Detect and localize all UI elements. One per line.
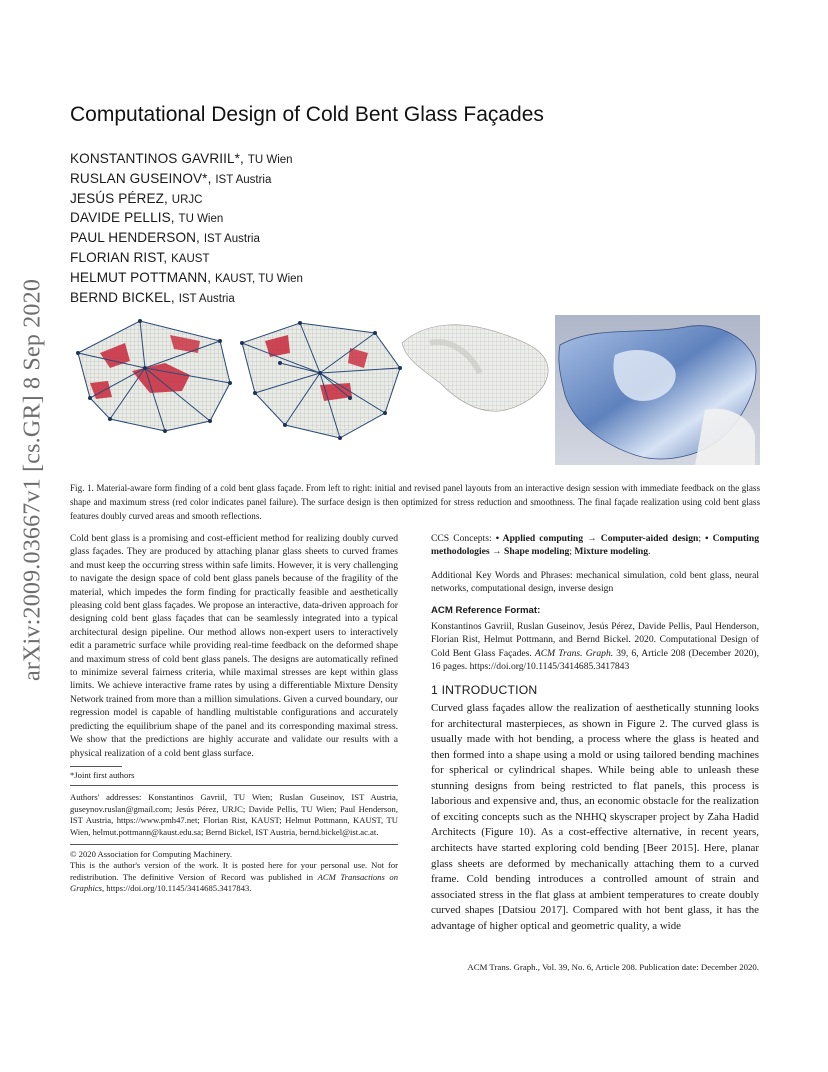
right-column <box>431 532 759 934</box>
addresses-rule <box>70 785 398 786</box>
acm-reference-heading: ACM Reference Format: <box>431 604 541 616</box>
copyright-notice: This is the author's version of the work. It is posted here for your personal use. Not for redistribution. The definitive Version of Record was published in ACM Transactions on Graphics, https://doi.org/10.1145/3414685.3417843. <box>70 860 398 894</box>
introduction-text: Curved glass façades allow the realization of aesthetically stunning looks for architectural masterpieces, as shown in Figure 2. The curved glass is usually made with hot bending, a process where the glass is heated and then formed into a shape using a mold or using tailored bending machines for spherical or cylindrical shapes. While being able to unleash these stunning designs from being restricted to flat panels, this process is laborious and expensive and, thus, an economic obstacle for the realization of exciting concepts such as the NHHQ skyscraper project by Zaha Hadid Architects (Figure 10). As a cost-effective alternative, in recent years, architects have started exploring cold bending [Beer 2015]. Here, planar glass sheets are deformed by mechanically attaching them to a curved frame. Cold bending introduces a controlled amount of strain and associated stress in the flat glass at ambient temperatures to create doubly curved shapes [Datsiou 2017]. Compared with hot bent glass, it has the advantage of higher optical and geometric quality, a wide <box>431 702 759 932</box>
section-heading-introduction: 1 INTRODUCTION <box>431 682 538 697</box>
figure-panel-optimized-surface <box>402 325 548 411</box>
figure-panel-facade-render <box>555 315 760 465</box>
paper-title: Computational Design of Cold Bent Glass Façades <box>70 103 544 126</box>
ccs-concepts: CCS Concepts: • Applied computing → Computer-aided design; • Computing methodologies → Shape modeling; Mixture modeling. <box>431 533 759 558</box>
figure-panel-initial-layout <box>76 319 232 433</box>
joint-first-authors-note: *Joint first authors <box>70 769 135 780</box>
footnote-rule <box>70 766 122 767</box>
author-list <box>70 150 303 308</box>
figure-caption: Fig. 1. Material-aware form finding of a cold bent glass façade. From left to right: initial and revised panel layouts from an interactive design session with immediate feedback on the glass shape and maximum stress (red color indicates panel failure). The surface design is then optimized for stress reduction and smoothness. The final façade realization using cold bent glass features doubly curved areas and smooth reflections. <box>70 483 760 522</box>
left-column <box>70 532 398 895</box>
abstract: Cold bent glass is a promising and cost-efficient method for realizing doubly curved glass façades. They are produced by attaching planar glass sheets to curved frames and must keep the occurring stress within safe limits. However, it is very challenging to navigate the design space of cold bent glass panels because of the fragility of the material, which impedes the form finding for practically feasible and aesthetically pleasing cold bent glass façades. We propose an interactive, data-driven approach for designing cold bent glass façades that can be seamlessly integrated into a typical architectural design pipeline. Our method allows non-expert users to interactively edit a parametric surface while providing real-time feedback on the deformed shape and maximum stress of cold bent glass panels. The designs are automatically refined to minimize several fairness criteria, while maximal stresses are kept within glass limits. We achieve interactive frame rates by using a differentiable Mixture Density Network trained from more than a million simulations. Given a curved boundary, our regression model is capable of handling multistable configurations and accurately predicting the equilibrium shape of the panel and its corresponding maximal stress. We show that the predictions are highly accurate and validate our results with a physical realization of a cold bent glass surface. <box>70 533 398 759</box>
author-entry: FLORIAN RIST, KAUST <box>70 249 210 265</box>
author-entry: PAUL HENDERSON, IST Austria <box>70 230 260 246</box>
page-footer: ACM Trans. Graph., Vol. 39, No. 6, Article 208. Publication date: December 2020. <box>467 962 759 972</box>
acm-reference-text: Konstantinos Gavriil, Ruslan Guseinov, Jesús Pérez, Davide Pellis, Paul Henderson, Florian Rist, Helmut Pottmann, and Bernd Bickel. 2020. Computational Design of Cold Bent Glass Façades. ACM Trans. Graph. 39, 6, Article 208 (December 2020), 16 pages. https://doi.org/10.1145/3414685.3417843 <box>431 621 760 673</box>
author-entry: BERND BICKEL, IST Austria <box>70 289 235 305</box>
authors-addresses: Authors' addresses: Konstantinos Gavriil, TU Wien; Ruslan Guseinov, IST Austria, guseynov.ruslan@gmail.com; Jesús Pérez, URJC; Davide Pellis, TU Wien; Paul Henderson, IST Austria, https://www.pmh47.net; Florian Rist, KAUST; Helmut Pottmann, KAUST, TU Wien, helmut.pottmann@kaust.edu.sa; Bernd Bickel, IST Austria, bernd.bickel@ist.ac.at. <box>70 792 398 837</box>
author-entry: RUSLAN GUSEINOV*, IST Austria <box>70 170 272 186</box>
author-entry: HELMUT POTTMANN, KAUST, TU Wien <box>70 269 303 285</box>
copyright-line: © 2020 Association for Computing Machinery. <box>70 848 233 859</box>
figure-panel-revised-layout <box>240 321 402 440</box>
arxiv-stamp: arXiv:2009.03667v1 [cs.GR] 8 Sep 2020 <box>19 278 46 682</box>
teaser-figure <box>70 313 760 468</box>
author-entry: DAVIDE PELLIS, TU Wien <box>70 210 224 226</box>
copyright-rule <box>70 844 398 845</box>
keywords: Additional Key Words and Phrases: mechanical simulation, cold bent glass, neural networks, computational design, inverse design <box>431 569 759 595</box>
author-entry: KONSTANTINOS GAVRIIL*, TU Wien <box>70 151 293 166</box>
author-entry: JESÚS PÉREZ, URJC <box>70 190 203 206</box>
